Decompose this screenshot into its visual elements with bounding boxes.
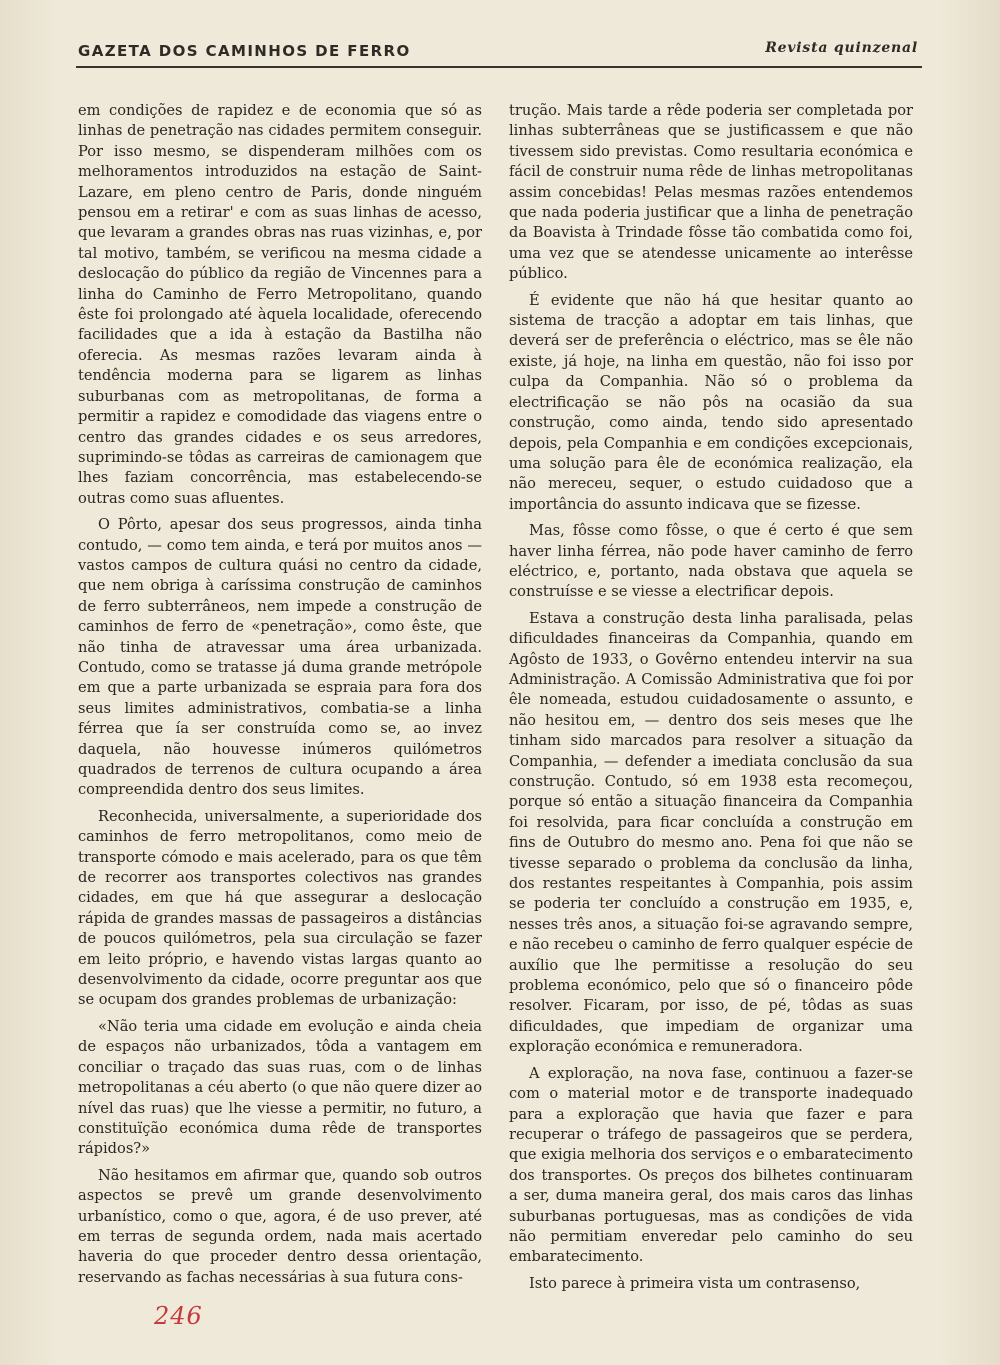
paragraph: Reconhecida, universalmente, a superioridade dos caminhos de ferro metropolitanos, como meio de transporte cómodo e mais acelerado, para os que têm de recorrer aos transportes colectivos nas grandes cidades, em que há que assegurar a deslocação rápida de grandes massas de passageiros a distâncias de poucos quilómetros, pela sua circulação se fazer em leito próprio, e havendo vistas largas quanto ao desenvolvimento da cidade, ocorre preguntar aos que se ocupam dos grandes problemas de urbanização: (78, 807, 482, 1009)
paragraph: A exploração, na nova fase, continuou a fazer-se com o material motor e de transporte inadequado para a exploração que havia que fazer e para recuperar o tráfego de passageiros que se perdera, que exigia melhoria dos serviços e o embaratecimento dos transportes. Os preços dos bilhetes continuaram a ser, duma maneira geral, dos mais caros das linhas suburbanas portuguesas, mas as condições de vida não permitiam enveredar pelo caminho do seu embaratecimento. (509, 1064, 913, 1266)
paragraph: em condições de rapidez e de economia que só as linhas de penetração nas cidades permitem conseguir. Por isso mesmo, se dispenderam milhões com os melhoramentos introduzidos na estação de Saint-Lazare, em pleno centro de Paris, donde ninguém pensou em a retirar' e com as suas linhas de acesso, que levaram a grandes obras nas ruas vizinhas, e, por tal motivo, também, se verificou na mesma cidade a deslocação do público da região de Vincennes para a linha do Caminho de Ferro Metropolitano, quando êste foi prolongado até àquela localidade, oferecendo facilidades que a ida à estação da Bastilha não oferecia. As mesmas razões levaram ainda à tendência moderna para se ligarem as linhas suburbanas com as metropolitanas, de forma a permitir a rapidez e comodidade das viagens entre o centro das grandes cidades e os seus arredores, suprimindo-se tôdas as carreiras de camionagem que lhes faziam concorrência, mas estabelecendo-se outras como suas afluentes. (78, 102, 482, 507)
page-number: 246 (154, 1302, 203, 1330)
paragraph: Estava a construção desta linha paralisada, pelas dificuldades financeiras da Companhia, quando em Agôsto de 1933, o Govêrno entendeu intervir na sua Administração. A Comissão Administrativa que foi por êle nomeada, estudou cuidadosamente o assunto, e não hesitou em, — dentro dos seis meses que lhe tinham sido marcados para resolver a situação da Companhia, — defender a imediata conclusão da sua construção. Contudo, só em 1938 esta recomeçou, porque só então a situação financeira da Companhia foi resolvida, para ficar concluída a construção em fins de Outubro do mesmo ano. Pena foi que não se tivesse separado o problema da conclusão da linha, dos restantes respeitantes à Companhia, pois assim se poderia ter concluído a construção em 1935, e, nesses três anos, a situação foi-se agravando sempre, e não recebeu o caminho de ferro qualquer espécie de auxílio que lhe permitisse a resolução do seu problema económico, pelo que só o financeiro pôde resolver. Ficaram, por isso, de pé, tôdas as suas dificuldades, que impediam de organizar uma exploração económica e remuneradora. (509, 609, 913, 1056)
paragraph: trução. Mais tarde a rêde poderia ser completada por linhas subterrâneas que se justificassem e que não tivessem sido previstas. Como resultaria económica e fácil de construir numa rêde de linhas metropolitanas assim concebidas! Pelas mesmas razões entendemos que nada poderia justificar que a linha de penetração da Boavista à Trindade fôsse tão combatida como foi, uma vez que se atendesse unicamente ao interêsse público. (509, 102, 913, 283)
paragraph: «Não teria uma cidade em evolução e ainda cheia de espaços não urbanizados, tôda a vantagem em conciliar o traçado das suas ruas, com o de linhas metropolitanas a céu aberto (o que não quere dizer ao nível das ruas) que lhe viesse a permitir, no futuro, a constituïção económica duma rêde de transportes rápidos?» (78, 1017, 482, 1158)
paragraph: É evidente que não há que hesitar quanto ao sistema de tracção a adoptar em tais linhas, que deverá ser de preferência o eléctrico, mas se êle não existe, já hoje, na linha em questão, não foi isso por culpa da Companhia. Não só o problema da electrificação se não pôs na ocasião da sua construção, como ainda, tendo sido apresentado depois, pela Companhia e em condições excepcionais, uma solução para êle de económica realização, ela não mereceu, sequer, o estudo cuidadoso que a importância do assunto indicava que se fizesse. (509, 291, 913, 513)
right-column (509, 101, 913, 1300)
paragraph: Mas, fôsse como fôsse, o que é certo é que sem haver linha férrea, não pode haver caminho de ferro eléctrico, e, portanto, nada obstava que aquela se construísse e se viesse a electrificar depois. (509, 522, 913, 601)
paragraph: Não hesitamos em afirmar que, quando sob outros aspectos se prevê um grande desenvolvimento urbanístico, como o que, agora, é de uso prever, até em terras de segunda ordem, nada mais acertado haveria do que proceder dentro dessa orientação, reservando as fachas necessárias à sua futura cons- (78, 1166, 482, 1286)
header-divider (76, 66, 922, 68)
journal-title: GAZETA DOS CAMINHOS DE FERRO (78, 42, 411, 60)
journal-subtitle: Revista quinzenal (765, 40, 918, 56)
paragraph: Isto parece à primeira vista um contrasenso, (529, 1274, 861, 1292)
paragraph: O Pôrto, apesar dos seus progressos, ainda tinha contudo, — como tem ainda, e terá por muitos anos — vastos campos de cultura quási no centro da cidade, que nem obriga à caríssima construção de caminhos de ferro subterrâneos, nem impede a construção de caminhos de ferro de «penetração», como êste, que não tinha de atravessar uma área urbanizada. Contudo, como se tratasse já duma grande metrópole em que a parte urbanizada se espraia para fora dos seus limites administrativos, combatia-se a linha férrea que ía ser construída como se, ao invez daquela, não houvesse inúmeros quilómetros quadrados de terrenos de cultura ocupando a área compreendida dentro dos seus limites. (78, 516, 482, 799)
left-column (78, 101, 482, 1294)
